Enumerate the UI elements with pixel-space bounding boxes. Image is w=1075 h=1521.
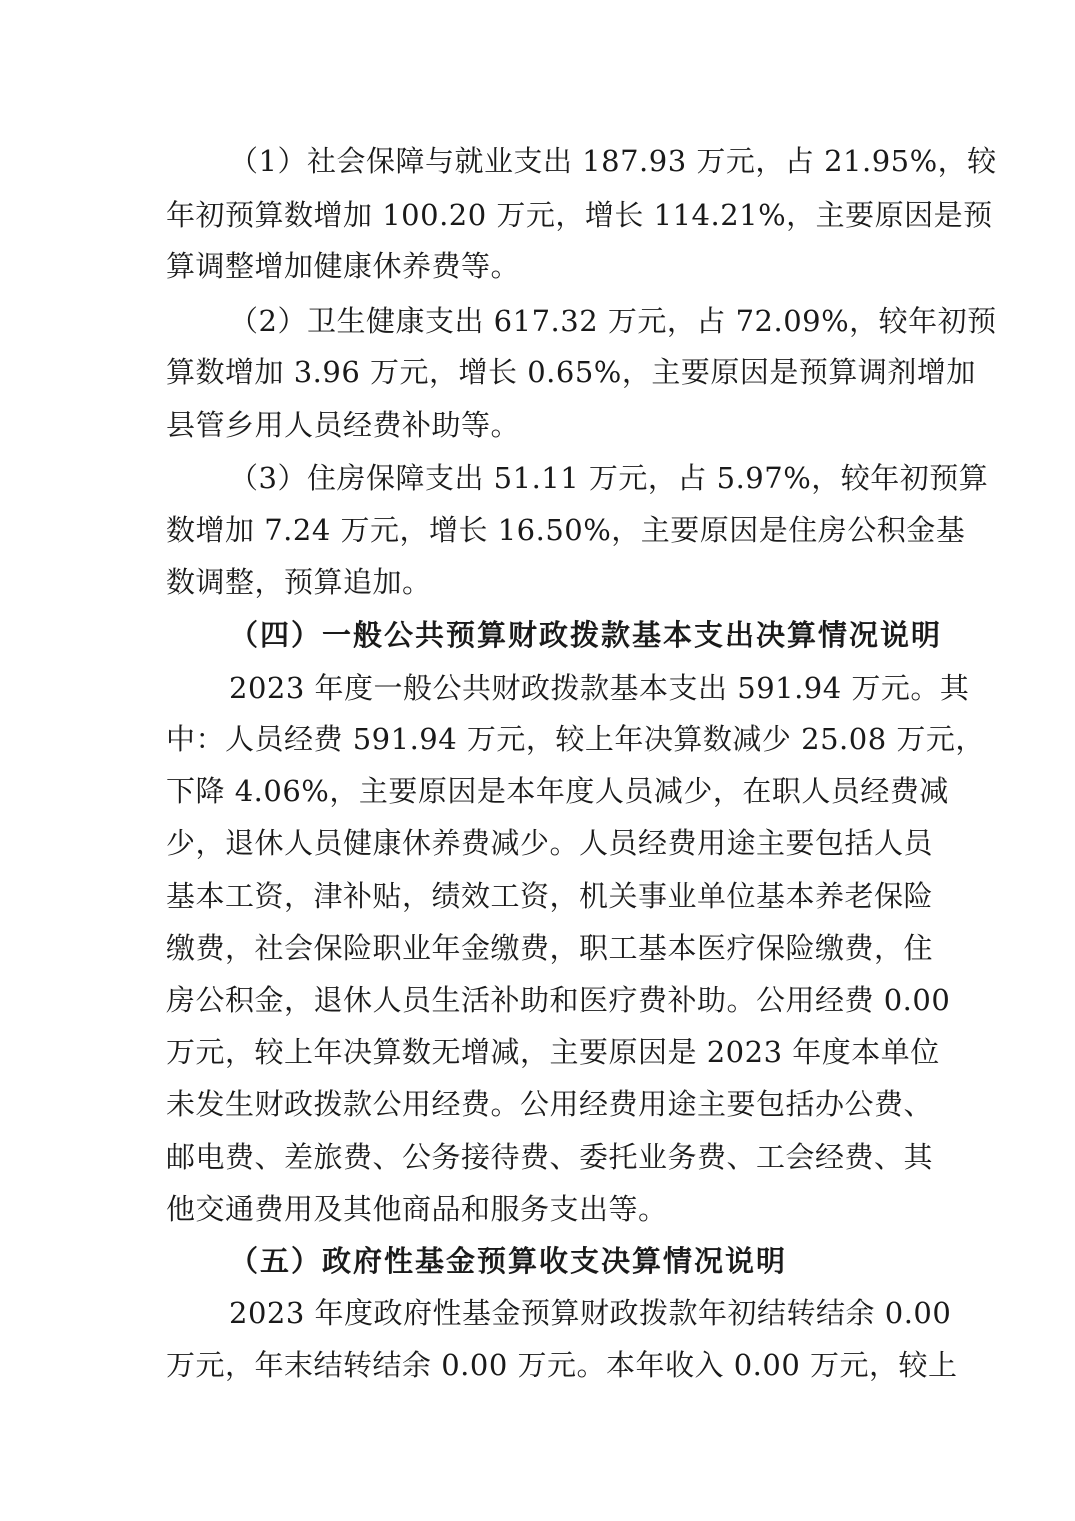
text-line-7: （3）住房保障支出 51.11 万元，占 5.97%，较年初预算 [229, 461, 989, 495]
text-line-8: 数增加 7.24 万元，增长 16.50%，主要原因是住房公积金基 [166, 513, 966, 547]
section-heading-4: （四）一般公共预算财政拨款基本支出决算情况说明 [229, 618, 943, 652]
text-line-17: 房公积金，退休人员生活补助和医疗费补助。公用经费 0.00 [166, 983, 951, 1017]
text-line-15: 基本工资，津补贴，绩效工资，机关事业单位基本养老保险 [166, 879, 934, 913]
text-line-11: 2023 年度一般公共财政拨款基本支出 591.94 万元。其 [229, 671, 970, 705]
text-line-1: （1）社会保障与就业支出 187.93 万元，占 21.95%，较 [229, 144, 997, 178]
text-line-14: 少，退休人员健康休养费减少。人员经费用途主要包括人员 [166, 826, 934, 860]
section-heading-5: （五）政府性基金预算收支决算情况说明 [229, 1244, 788, 1278]
text-line-21: 他交通费用及其他商品和服务支出等。 [166, 1192, 668, 1226]
text-line-3: 算调整增加健康休养费等。 [166, 249, 521, 283]
text-line-20: 邮电费、差旅费、公务接待费、委托业务费、工会经费、其 [166, 1140, 934, 1174]
text-line-2: 年初预算数增加 100.20 万元，增长 114.21%，主要原因是预 [166, 198, 993, 232]
text-line-13: 下降 4.06%，主要原因是本年度人员减少，在职人员经费减 [166, 774, 949, 808]
text-line-12: 中：人员经费 591.94 万元，较上年决算数减少 25.08 万元， [166, 722, 985, 756]
text-line-6: 县管乡用人员经费补助等。 [166, 408, 521, 442]
text-line-19: 未发生财政拨款公用经费。公用经费用途主要包括办公费、 [166, 1087, 934, 1121]
text-line-5: 算数增加 3.96 万元，增长 0.65%，主要原因是预算调剂增加 [166, 355, 976, 389]
text-line-16: 缴费，社会保险职业年金缴费，职工基本医疗保险缴费，住 [166, 931, 934, 965]
text-line-9: 数调整，预算追加。 [166, 565, 432, 599]
text-line-23: 2023 年度政府性基金预算财政拨款年初结转结余 0.00 [229, 1296, 952, 1330]
text-line-18: 万元，较上年决算数无增减，主要原因是 2023 年度本单位 [166, 1035, 940, 1069]
text-line-4: （2）卫生健康支出 617.32 万元，占 72.09%，较年初预 [229, 304, 997, 338]
text-line-24: 万元，年末结转结余 0.00 万元。本年收入 0.00 万元，较上 [166, 1348, 958, 1382]
